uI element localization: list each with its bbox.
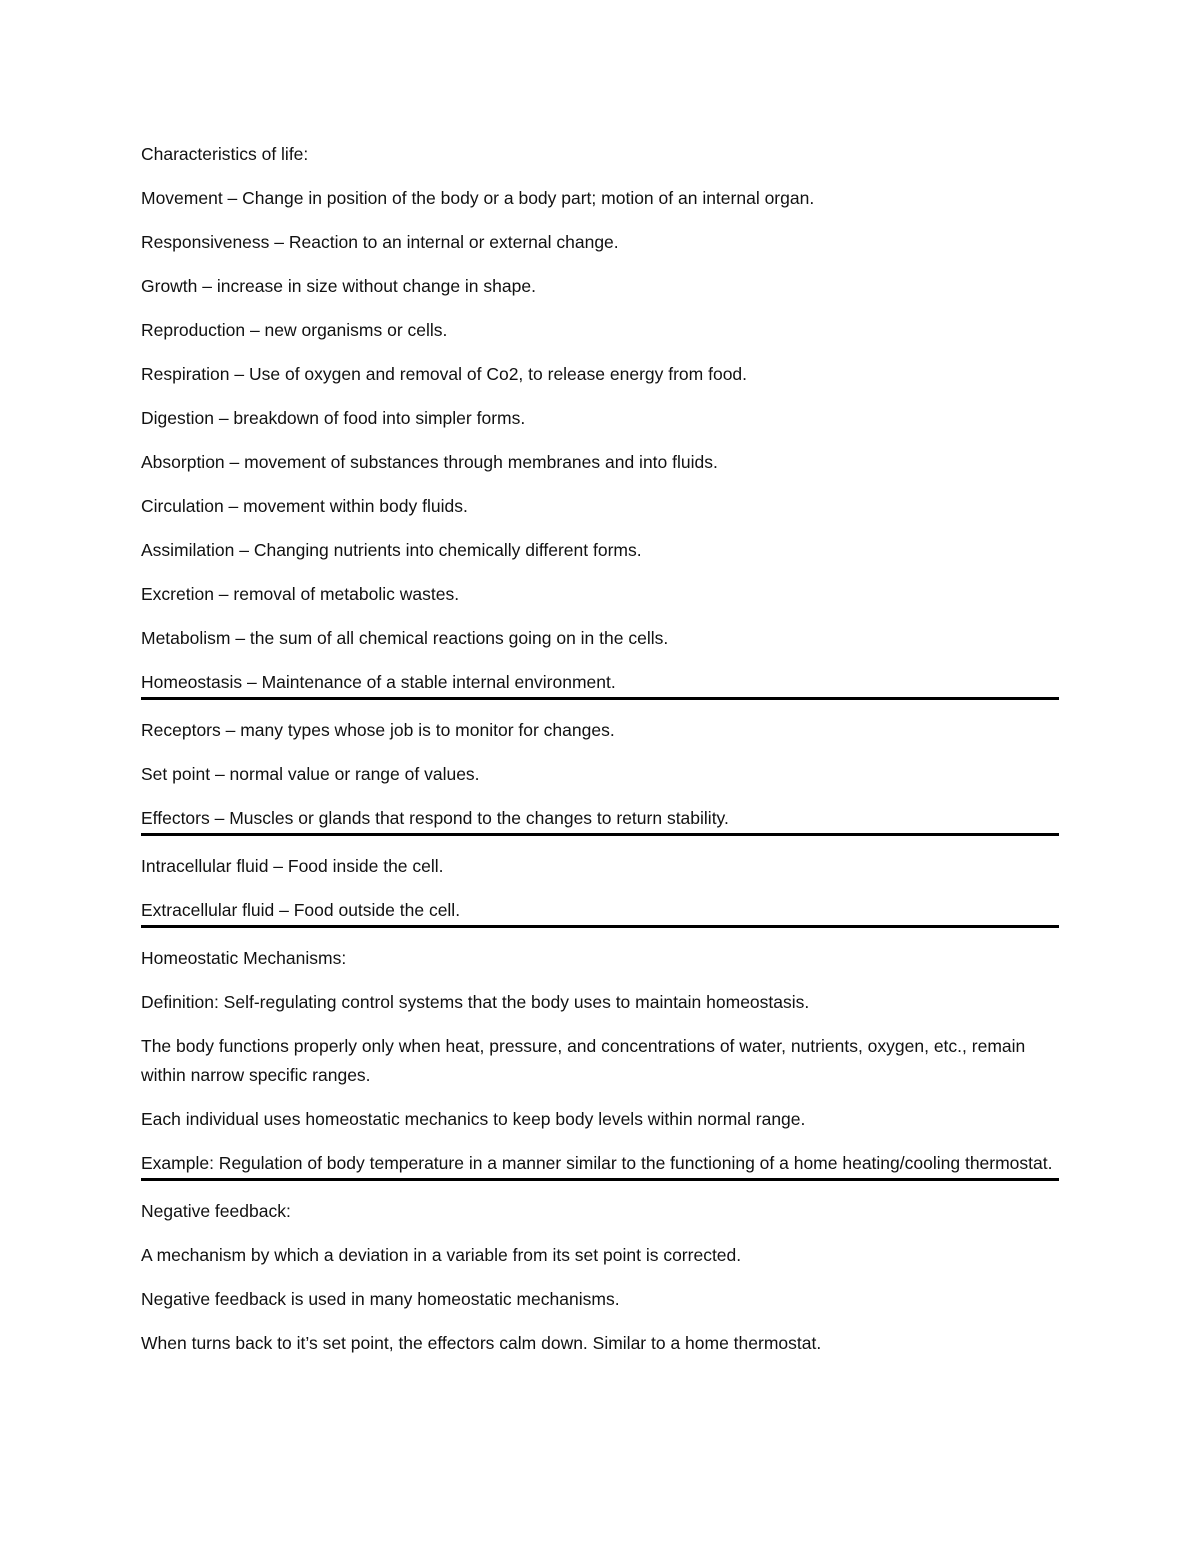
- section-heading: Characteristics of life:: [141, 144, 309, 164]
- definition-excretion: Excretion – removal of metabolic wastes.: [141, 584, 460, 604]
- definition-intracellular-fluid: Intracellular fluid – Food inside the cell.: [141, 856, 444, 876]
- definition-growth: Growth – increase in size without change in shape.: [141, 276, 536, 296]
- definition-metabolism: Metabolism – the sum of all chemical reactions going on in the cells.: [141, 628, 669, 648]
- definition-respiration: Respiration – Use of oxygen and removal of Co2, to release energy from food.: [141, 364, 748, 384]
- section-heading: Negative feedback:: [141, 1201, 291, 1221]
- negative-feedback-section: [141, 1197, 1059, 1358]
- definition-set-point: Set point – normal value or range of values.: [141, 764, 480, 784]
- definition-movement: Movement – Change in position of the body or a body part; motion of an internal organ.: [141, 188, 815, 208]
- definition-assimilation: Assimilation – Changing nutrients into chemically different forms.: [141, 540, 642, 560]
- homeostatic-mechanisms-section: [141, 944, 1059, 1181]
- negative-feedback-usage: Negative feedback is used in many homeostatic mechanisms.: [141, 1289, 620, 1309]
- definition-absorption: Absorption – movement of substances through membranes and into fluids.: [141, 452, 718, 472]
- definition-receptors: Receptors – many types whose job is to monitor for changes.: [141, 720, 615, 740]
- mechanisms-example: Example: Regulation of body temperature in a manner similar to the functioning of a home heating/cooling thermostat.: [141, 1153, 1053, 1173]
- mechanisms-body-functions: The body functions properly only when heat, pressure, and concentrations of water, nutrients, oxygen, etc., remain within narrow specific ranges.: [141, 1036, 1026, 1085]
- definition-extracellular-fluid: Extracellular fluid – Food outside the cell.: [141, 900, 461, 920]
- control-components-section: [141, 716, 1059, 836]
- mechanisms-definition: Definition: Self-regulating control systems that the body uses to maintain homeostasis.: [141, 992, 810, 1012]
- definition-digestion: Digestion – breakdown of food into simpler forms.: [141, 408, 526, 428]
- definition-responsiveness: Responsiveness – Reaction to an internal or external change.: [141, 232, 619, 252]
- characteristics-section: [141, 140, 1059, 700]
- negative-feedback-definition: A mechanism by which a deviation in a variable from its set point is corrected.: [141, 1245, 742, 1265]
- definition-reproduction: Reproduction – new organisms or cells.: [141, 320, 448, 340]
- definition-homeostasis: Homeostasis – Maintenance of a stable internal environment.: [141, 672, 616, 692]
- negative-feedback-thermostat: When turns back to it’s set point, the effectors calm down. Similar to a home thermostat.: [141, 1333, 822, 1353]
- document-body: [141, 140, 1059, 1373]
- definition-effectors: Effectors – Muscles or glands that respond to the changes to return stability.: [141, 808, 729, 828]
- section-heading: Homeostatic Mechanisms:: [141, 948, 347, 968]
- fluids-section: [141, 852, 1059, 928]
- definition-circulation: Circulation – movement within body fluids.: [141, 496, 468, 516]
- mechanisms-individual: Each individual uses homeostatic mechanics to keep body levels within normal range.: [141, 1109, 806, 1129]
